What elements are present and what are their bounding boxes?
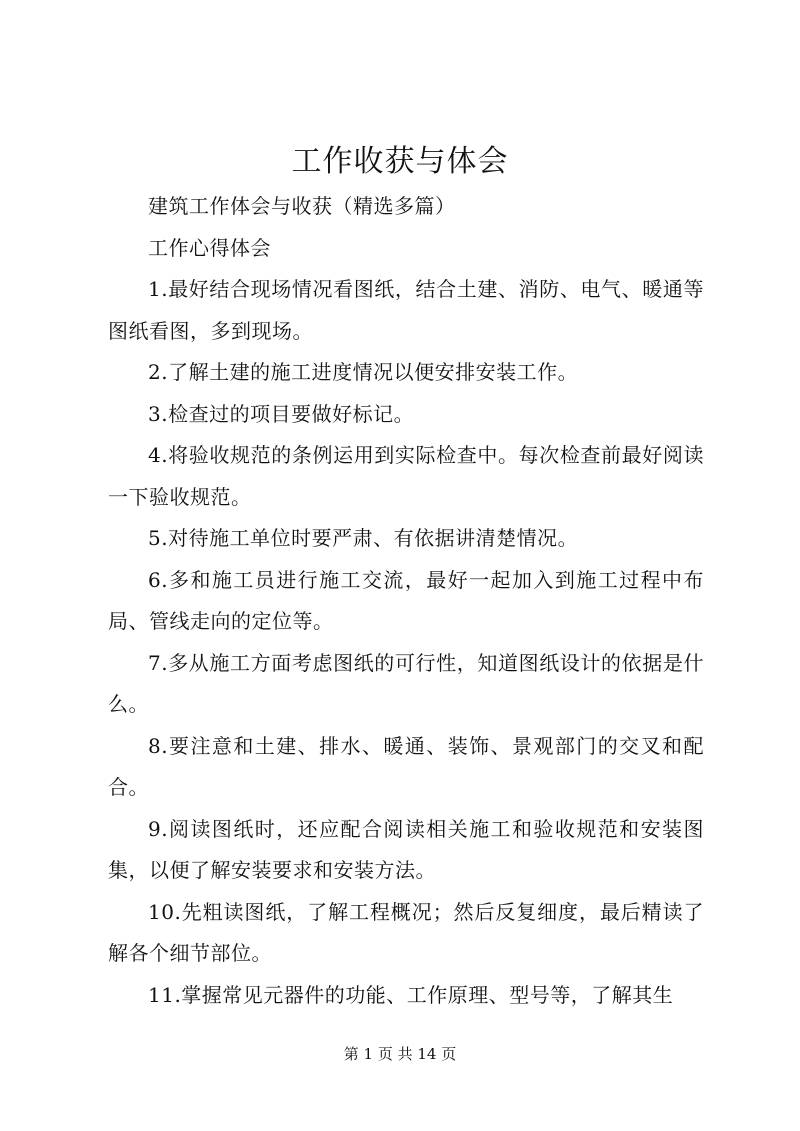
paragraph-subtitle: 建筑工作体会与收获（精选多篇） [148, 194, 456, 218]
paragraph-item-2: 2.了解土建的施工进度情况以便安排安装工作。 [148, 360, 579, 384]
paragraph-item-6: 6.多和施工员进行施工交流，最好一起加入到施工过程中布局、管线走向的定位等。 [108, 567, 704, 633]
paragraph-item-1: 1.最好结合现场情况看图纸，结合土建、消防、电气、暖通等图纸看图，多到现场。 [108, 277, 704, 343]
paragraph-item-10: 10.先粗读图纸，了解工程概况；然后反复细度，最后精读了解各个细节部位。 [108, 899, 704, 965]
paragraph-item-9: 9.阅读图纸时，还应配合阅读相关施工和验收规范和安装图集，以便了解安装要求和安装方法。 [108, 816, 704, 882]
page-footer: 第 1 页 共 14 页 [343, 1045, 457, 1063]
paragraph-item-4: 4.将验收规范的条例运用到实际检查中。每次检查前最好阅读一下验收规范。 [108, 443, 704, 509]
paragraph-item-8: 8.要注意和土建、排水、暖通、装饰、景观部门的交叉和配合。 [108, 733, 704, 799]
document-body [108, 186, 704, 1016]
paragraph-item-3: 3.检查过的项目要做好标记。 [148, 401, 415, 426]
paragraph-item-7: 7.多从施工方面考虑图纸的可行性，知道图纸设计的依据是什么。 [108, 650, 704, 716]
document-title: 工作收获与体会 [291, 144, 509, 179]
paragraph-item-11: 11.掌握常见元器件的功能、工作原理、型号等，了解其生 [148, 982, 674, 1007]
paragraph-section-heading: 工作心得体会 [148, 235, 271, 260]
paragraph-item-5: 5.对待施工单位时要严肃、有依据讲清楚情况。 [148, 526, 579, 550]
